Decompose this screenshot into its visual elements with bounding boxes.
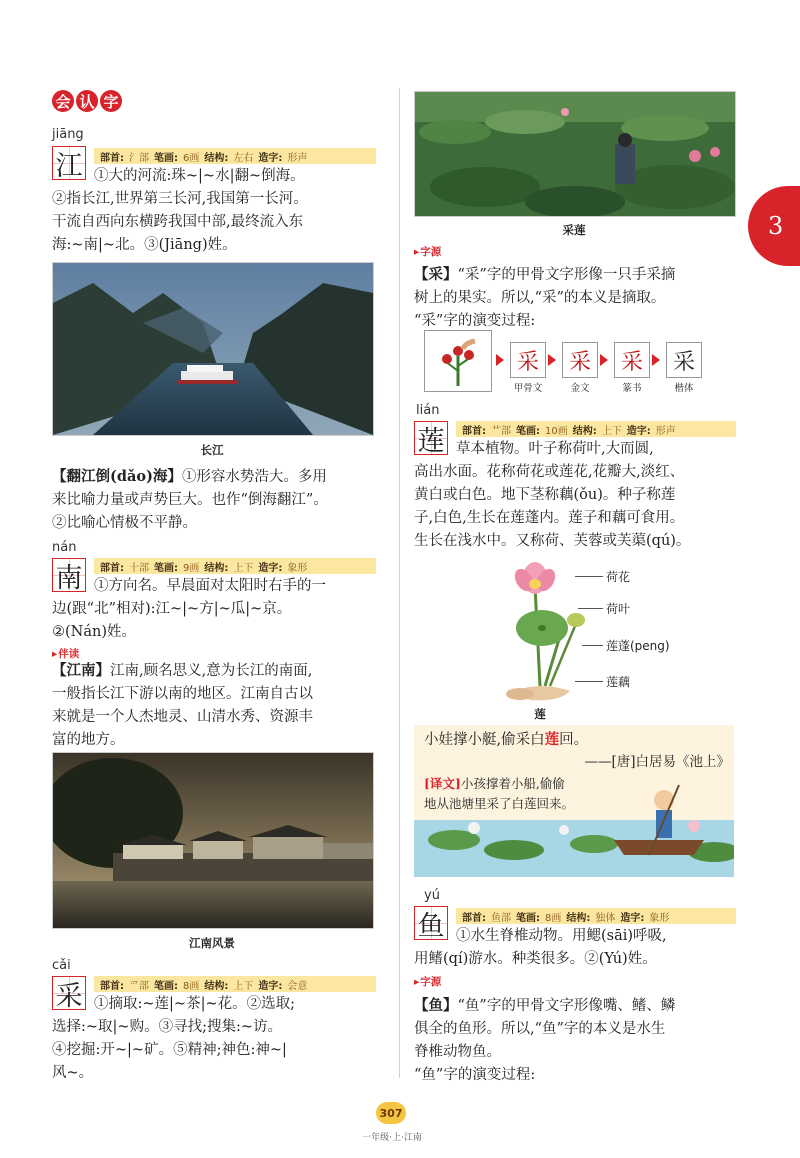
leader-line [582,645,603,646]
lotus-label-root: 莲藕 [606,675,631,689]
definition-line: 选择:~取|~购。③寻找;搜集:~访。 [52,1019,282,1035]
tag-ziyuan: ▸ 字源 [414,974,441,989]
definition-line: 用鳍(qí)游水。种类很多。②(Yú)姓。 [414,951,657,967]
bandu-term: 【江南】 [52,662,110,679]
char-box-yu: 鱼 [414,906,448,940]
glyph-seal: 采 [614,342,650,378]
definition-line: ①方向名。早晨面对太阳时右手的一 [94,578,326,594]
definition-line: ②(Nán)姓。 [52,624,136,640]
ziyuan-line: “采”字的演变过程: [414,313,536,329]
poem-line: 小娃撑小艇,偷采白莲回。 [424,731,589,748]
translation-tag: [译文] [424,776,461,791]
definition-line: 干流自西向东横跨我国中部,最终流入东 [52,214,304,230]
char-info-lian: 部首: 艹部 笔画: 10画 结构: 上下 造字: 形声 [456,421,736,437]
section-title-char: 会 [52,90,74,112]
pinyin-jiang: jiāng [52,127,84,142]
definition-line: ①摘取:~莲|~茶|~花。②选取; [94,996,295,1012]
lotus-label-leaf: 荷叶 [606,602,631,616]
lotus-label-seedpod: 莲蓬(peng) [606,639,670,653]
glyph-oracle: 采 [510,342,546,378]
lotus-label-flower: 荷花 [606,570,631,584]
definition-line: 黄白或白色。地下茎称藕(ǒu)。种子称莲 [414,487,676,503]
definition-line: 海:~南|~北。③(Jiāng)姓。 [52,237,237,253]
ziyuan-line: “鱼”字的演变过程: [414,1067,536,1083]
bandu-line: 一般指长江下游以南的地区。江南自古以 [52,686,313,702]
ziyuan-line: 树上的果实。所以,“采”的本义是摘取。 [414,290,666,306]
char-info-cai: 部首: 爫部 笔画: 8画 结构: 上下 造字: 会意 [94,976,376,992]
evolution-label: 篆书 [622,383,642,394]
definition-line: ②指长江,世界第三长河,我国第一长河。 [52,191,308,207]
arrow-right-icon [652,354,660,366]
definition-line: ①水生脊椎动物。用鳃(sāi)呼吸, [456,928,667,944]
char-info-nan: 部首: 十部 笔画: 9画 结构: 上下 造字: 象形 [94,558,376,574]
bandu-line: 来就是一个人杰地灵、山清水秀、资源丰 [52,709,313,725]
ziyuan-term: 【采】 [414,266,458,283]
tag-ziyuan: ▸ 字源 [414,244,441,259]
ziyuan-line: 脊椎动物鱼。 [414,1044,501,1060]
photo-caption: 江南风景 [189,936,235,950]
definition-line: 边(跟“北”相对):江~|~方|~瓜|~京。 [52,601,292,617]
footer-path: 一年级·上·江南 [362,1133,422,1143]
pinyin-lian: lián [416,403,440,418]
char-box-nan: 南 [52,558,86,592]
idiom-line: ②比喻心情极不平静。 [52,515,197,531]
definition-line: 风~。 [52,1065,94,1081]
pinyin-cai: cǎi [52,958,71,973]
translation-line: [译文]小孩撑着小船,偷偷 [424,776,565,791]
section-title-char: 字 [100,90,122,112]
photo-jiangnan [52,752,374,929]
definition-line: 草本植物。叶子称荷叶,大而圆, [456,441,654,457]
definition-line: ①大的河流:珠~|~水|翻~倒海。 [94,168,305,184]
section-title [52,90,122,112]
leader-line [578,608,603,609]
photo-caption: 长江 [200,443,224,457]
char-box-lian: 莲 [414,421,448,455]
column-divider [399,88,400,1078]
leader-line [575,576,603,577]
idiom-term: 【翻江倒(dǎo)海】 [52,468,182,485]
evolution-label: 甲骨文 [513,383,543,394]
ziyuan-line: 【采】“采”字的甲骨文字形像一只手采摘 [414,266,676,283]
idiom-line: 来比喻力量或声势巨大。也作“倒海翻江”。 [52,492,328,508]
evolution-illustration [424,330,492,392]
definition-line: 子,白色,生长在莲蓬内。莲子和藕可食用。 [414,510,685,526]
poem-source: ——[唐]白居易《池上》 [584,754,730,770]
photo-cailian [414,91,736,217]
idiom-line: 【翻江倒(dǎo)海】①形容水势浩大。多用 [52,468,327,485]
definition-line: 高出水面。花称荷花或莲花,花瓣大,淡红、 [414,464,685,480]
photo-caption: 采莲 [562,223,586,237]
ziyuan-term: 【鱼】 [414,997,458,1014]
photo-changjiang [52,262,374,436]
arrow-right-icon [600,354,608,366]
leader-line [575,681,603,682]
page-number: 307 [376,1102,406,1124]
bandu-line: 富的地方。 [52,732,125,748]
ziyuan-line: 俱全的鱼形。所以,“鱼”字的本义是水生 [414,1021,666,1037]
poem-highlight: 莲 [544,731,560,748]
char-info-yu: 部首: 鱼部 笔画: 8画 结构: 独体 造字: 象形 [456,908,736,924]
ziyuan-line: 【鱼】“鱼”字的甲骨文字形像嘴、鳍、鳞 [414,997,676,1014]
char-box-jiang: 江 [52,146,86,180]
evolution-label: 金文 [570,383,590,394]
bandu-line: 【江南】江南,顾名思义,意为长江的南面, [52,662,313,679]
glyph-regular: 采 [666,342,702,378]
char-box-cai: 采 [52,976,86,1010]
char-info-jiang: 部首: 氵部 笔画: 6画 结构: 左右 造字: 形声 [94,148,376,164]
hand-picking-fruit-icon [425,331,491,391]
translation-line: 地从池塘里采了白莲回来。 [424,796,575,811]
arrow-right-icon [496,354,504,366]
chapter-tab[interactable]: 3 [748,186,800,266]
glyph-bronze: 采 [562,342,598,378]
tag-bandu: ▸ 伴读 [52,646,79,661]
arrow-right-icon [548,354,556,366]
pinyin-nan: nán [52,540,77,555]
definition-line: ④挖掘:开~|~矿。⑤精神;神色:神~| [52,1042,287,1058]
pinyin-yu: yú [424,888,440,903]
evolution-label: 楷体 [674,383,694,394]
definition-line: 生长在浅水中。又称荷、芙蓉或芙蕖(qú)。 [414,533,691,549]
section-title-char: 认 [76,90,98,112]
figure-caption: 莲 [534,707,546,721]
